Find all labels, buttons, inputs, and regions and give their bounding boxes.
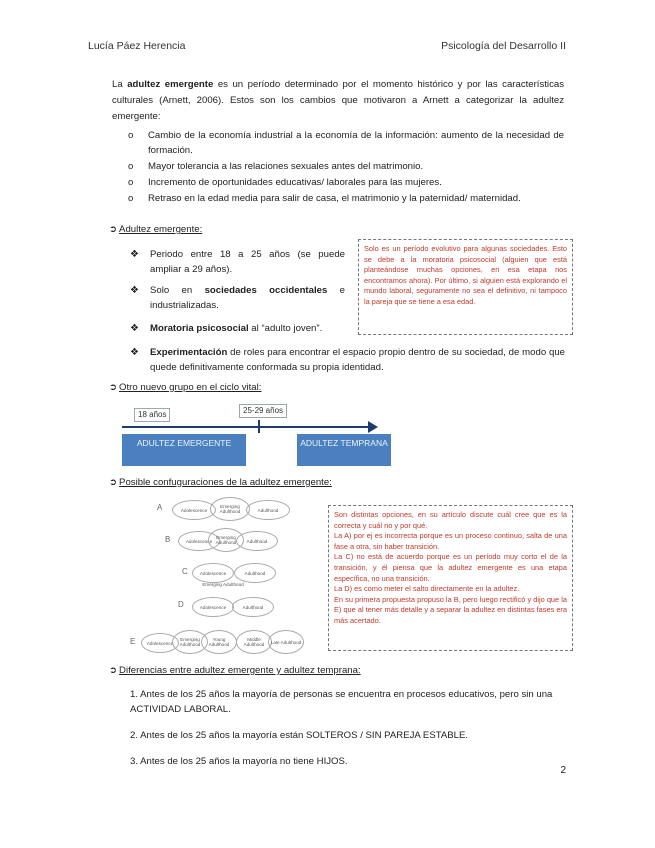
ellipse: Young Adulthood <box>201 630 237 654</box>
timeline-tick <box>258 420 260 433</box>
section-ciclo-vital-title: ➲ Otro nuevo grupo en el ciclo vital: <box>109 382 262 393</box>
ellipse: Middle Adulthood <box>236 630 272 654</box>
ellipse: Emerging Adulthood <box>210 497 250 521</box>
ellipse: Adulthood <box>234 563 276 583</box>
list-item: o Incremento de oportunidades educativas/ laborales para las mujeres. <box>128 177 442 188</box>
row-label-b: B <box>165 535 171 544</box>
adultez-item-1: ❖ Periodo entre 18 a 25 años (se puede ampliar a 29 años). <box>130 249 345 275</box>
row-label-c: C <box>182 567 188 576</box>
label-18-anos: 18 años <box>134 408 170 422</box>
adultez-item-4: ❖ Experimentación de roles para encontrar el espacio propio dentro de su sociedad, de modo que quede definitivamente conformada su propia identidad. <box>130 347 565 373</box>
arrow-icon: ➲ <box>109 665 118 676</box>
list-item: o Mayor tolerancia a las relaciones sexuales antes del matrimonio. <box>128 161 424 172</box>
arrow-icon: ➲ <box>109 224 118 235</box>
timeline-line <box>122 426 372 428</box>
section-adultez-emergente-title: ➲ Adultez emergente: <box>109 224 203 235</box>
list-item: 1. Antes de los 25 años la mayoría de personas se encuentra en procesos educativos, pero sin una ACTIVIDAD LABORAL. <box>130 689 553 715</box>
box-adultez-temprana: ADULTEZ TEMPRANA <box>297 434 391 466</box>
label-25-29-anos: 25-29 años <box>239 404 287 418</box>
ellipse: Emerging Adulthood <box>172 630 208 654</box>
header-author: Lucía Páez Herencia <box>88 40 186 52</box>
ellipse: Adulthood <box>246 500 290 520</box>
circle-bullet-icon: o <box>128 130 134 141</box>
ellipse: Emerging Adulthood <box>208 528 244 552</box>
ellipse-label: Emerging Adulthood <box>202 581 244 587</box>
circle-bullet-icon: o <box>128 161 134 172</box>
circle-bullet-icon: o <box>128 177 134 188</box>
ellipse: Adolescence <box>141 633 179 653</box>
intro-paragraph: La adultez emergente es un período determinado por el momento histórico y por las características culturales (Arnett, 2006). Estos son los cambios que motivaron a Arnett a categorizar la adultez emergente: <box>112 79 564 122</box>
diamond-bullet-icon: ❖ <box>130 323 139 334</box>
diamond-bullet-icon: ❖ <box>130 285 139 296</box>
ellipse: Adulthood <box>236 531 278 551</box>
note-box-moratoria: Solo es un período evolutivo para algunas sociedades. Esto se debe a la moratoria psicosocial (alguien que está planteándose muchas opciones, en esa etapa nos encontramos ahora). Por último, si alguien está explorando el mundo laboral, seguramente no sea el definitivo, ni tampoco la pareja que se tiene a esa edad. <box>358 239 573 335</box>
ellipse: Late Adulthood <box>268 630 304 654</box>
timeline-diagram <box>122 402 388 472</box>
arrow-icon: ➲ <box>109 477 118 488</box>
section-configuraciones-title: ➲ Posible confuguraciones de la adultez emergente: <box>109 477 332 488</box>
ellipse: Adulthood <box>232 597 274 617</box>
ellipse: Adolescence <box>178 531 220 551</box>
section-diferencias-title: ➲ Diferencias entre adultez emergente y adultez temprana: <box>109 665 361 676</box>
header-course: Psicología del Desarrollo II <box>441 40 566 52</box>
box-adultez-emergente: ADULTEZ EMERGENTE <box>122 434 246 466</box>
row-label-e: E <box>130 637 136 646</box>
arrow-icon: ➲ <box>109 382 118 393</box>
row-label-d: D <box>178 600 184 609</box>
adultez-item-3: ❖ Moratoria psicosocial al “adulto joven”. <box>130 323 323 334</box>
list-item: 3. Antes de los 25 años la mayoría no tiene HIJOS. <box>130 756 348 767</box>
ellipse: Adolescence <box>192 597 234 617</box>
changes-list <box>128 128 564 207</box>
diamond-bullet-icon: ❖ <box>130 347 139 358</box>
list-item: 2. Antes de los 25 años la mayoría están SOLTEROS / SIN PAREJA ESTABLE. <box>130 730 469 741</box>
circle-bullet-icon: o <box>128 193 134 204</box>
page-number: 2 <box>560 765 566 776</box>
ellipse: Adolescence <box>172 500 216 520</box>
adultez-item-2: ❖ Solo en sociedades occidentales e industrializadas. <box>130 285 345 311</box>
diamond-bullet-icon: ❖ <box>130 249 139 260</box>
note-box-configuraciones: Son distintas opciones, en su artículo discute cuál cree que es la correcta y cuál no y por qué. La A) por ej es incorrecta porque es un proceso continuo, salta de una fase a otra, sin haber transición. La C) no está de acuerdo porque es un período muy corto el de la transición, y él piensa que la adultez emergente es una etapa específica, no una transición. La D) es como meter el salto directamente en la adultez. En su primera propuesta propuso la B, pero luego rectificó y dijo que la E) que al tener más detalle y a separar la adultez en distintas fases era más acertado. <box>328 505 573 651</box>
differences-list <box>130 687 570 780</box>
ellipse: Adolescence <box>192 563 234 583</box>
list-item: o Retraso en la edad media para salir de casa, el matrimonio y la paternidad/ maternidad. <box>128 193 521 204</box>
list-item: o Cambio de la economía industrial a la economía de la información: aumento de la necesidad de formación. <box>128 130 564 156</box>
row-label-a: A <box>157 503 163 512</box>
intro-term: adultez emergente <box>127 79 214 90</box>
timeline-arrowhead-icon <box>368 421 378 433</box>
